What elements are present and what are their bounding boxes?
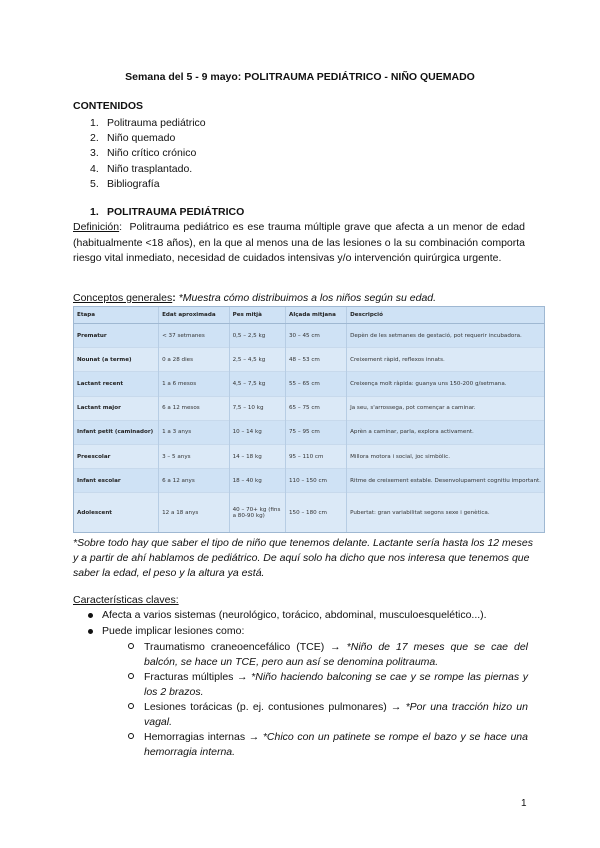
age-stages-table xyxy=(73,306,545,533)
circle-bullet-icon xyxy=(128,643,134,649)
circle-bullet-icon xyxy=(128,703,134,709)
column-header: Descripció xyxy=(347,307,544,324)
definition-paragraph: Definición: Politrauma pediátrico es ese trauma múltiple grave que afecta a un menor de edad (habitualmente <18 años), en la que al menos una de las lesiones o la su combinación comporta riesgo vital inmediato, necesidad de cuidados intensivas y/o intervención quirúrgica urgente. xyxy=(73,221,525,264)
table-row: Prematur < 37 setmanes 0,5 – 2,5 kg 30 – 45 cm Depèn de les setmanes de gestació, pot requerir incubadora. xyxy=(74,324,544,348)
page-number: 1 xyxy=(521,798,527,809)
document-page: Semana del 5 - 9 mayo: POLITRAUMA PEDIÁTRICO - NIÑO QUEMADO CONTENIDOS 1. Politrauma pediátrico 2. Niño quemado 3. Niño crítico crónico 4. Niño trasplantado. 5. Bibliografía 1. POLITRAUMA PEDIÁTRICO Definición: Politrauma pediátrico es ese trauma múltiple grave que afecta a un menor de edad (habitualmente <18 años), en la que al menos una de las lesiones o la su combinación comporta riesgo vital inmediato, necesidad de cuidados intensivas y/o intervención quirúrgica urgente. Conceptos generales: *Muestra cómo distribuimos a los niños según su edad. Etapa Edat aproximada Pes mitjà Alçada mitjana Descripció Prematur < 37 setmanes 0,5 – 2,5 kg 30 – 45 cm Depèn de les setmanes de gestació, pot requerir incubadora. Nounat (a terme) 0 a 28 dies 2,5 – 4,5 kg 48 – 53 cm Creixement ràpid, reflexos innats. Lactant recent 1 a 6 mesos 4,5 – 7,5 kg 55 – 65 cm Creixença molt ràpida: guanya uns 150-200 g/setmana. Lactant major 6 a 12 mesos 7,5 – 10 kg 65 – 75 cm Ja seu, s'arrossega, pot començar a caminar. Infant petit (caminador) 1 a 3 anys 10 – 14 kg 75 – 95 cm Aprèn a caminar, parla, explora activament. Preescolar 3 – 5 anys 14 – 18 kg 95 – 110 cm Millora motora i social, joc simbòlic. Infant escolar 6 a 12 anys 18 – 40 kg 110 – 150 cm Ritme de creixement estable. Desenvolupament cognitiu important. Adolescent 12 a 18 anys 40 – 70+ kg (fins a 80-90 kg) 150 – 180 cm Pubertat: gran variabilitat segons sexe i genètica. *Sobre todo hay que saber el tipo de niño que tenemos delante. Lactante sería hasta los 12 meses y a partir de ahí hablamos de pediátrico. De aquí solo ha dicho que nos interesa que tenemos que saber la edad, el peso y la altura ya está. Características claves: Afecta a varios sistemas (neurológico, torácico, abdominal, musculoesquelético...). Puede implicar lesiones como: Traumatismo craneoencefálico (TCE) → *Niño de 17 meses que se cae del balcón, se hace un TCE, pero aun así se denomina politrauma. Fracturas múltiples → *Niño haciendo balconing se cae y se rompe las piernas y los 2 brazos. Lesiones torácicas (p. ej. contusiones pulmonares) → *Por una tracción hizo un vagal. Hemorragias internas → *Chico con un patinete se rompe el bazo y se hace una hemorragia interna. 1 xyxy=(0,0,600,848)
contents-heading: CONTENIDOS xyxy=(73,100,144,112)
table-row: Nounat (a terme) 0 a 28 dies 2,5 – 4,5 kg 48 – 53 cm Creixement ràpid, reflexos innats. xyxy=(74,348,544,372)
list-item: 2. Niño quemado xyxy=(90,132,176,145)
bullet-icon xyxy=(88,613,93,618)
definition-label: Definición xyxy=(73,221,120,233)
general-concepts-line: Conceptos generales: *Muestra cómo distribuimos a los niños según su edad. xyxy=(73,292,437,304)
column-header: Etapa xyxy=(74,307,159,324)
section-heading: 1. POLITRAUMA PEDIÁTRICO xyxy=(90,206,245,218)
column-header: Pes mitjà xyxy=(229,307,285,324)
list-item: 1. Politrauma pediátrico xyxy=(90,117,206,129)
list-item: 3. Niño crítico crónico xyxy=(90,147,197,160)
table-row: Adolescent 12 a 18 anys 40 – 70+ kg (fins a 80-90 kg) 150 – 180 cm Pubertat: gran variabilitat segons sexe i genètica. xyxy=(74,493,544,532)
list-item: 4. Niño trasplantado. xyxy=(90,162,193,175)
list-item: 5. Bibliografía xyxy=(90,177,160,190)
column-header: Alçada mitjana xyxy=(285,307,346,324)
table-row: Infant petit (caminador) 1 a 3 anys 10 – 14 kg 75 – 95 cm Aprèn a caminar, parla, explora activament. xyxy=(74,420,544,444)
bullet-icon xyxy=(88,629,93,634)
table-row: Lactant recent 1 a 6 mesos 4,5 – 7,5 kg 55 – 65 cm Creixença molt ràpida: guanya uns 150-200 g/setmana. xyxy=(74,372,544,396)
key-characteristics-heading: Características claves: xyxy=(73,594,179,606)
circle-bullet-icon xyxy=(128,733,134,739)
table-row: Infant escolar 6 a 12 anys 18 – 40 kg 110 – 150 cm Ritme de creixement estable. Desenvolupament cognitiu important. xyxy=(74,469,544,493)
table-row: Lactant major 6 a 12 mesos 7,5 – 10 kg 65 – 75 cm Ja seu, s'arrossega, pot començar a caminar. xyxy=(74,396,544,420)
table-row: Preescolar 3 – 5 anys 14 – 18 kg 95 – 110 cm Millora motora i social, joc simbòlic. xyxy=(74,445,544,469)
circle-bullet-icon xyxy=(128,673,134,679)
contents-list xyxy=(90,116,206,192)
table-note: *Sobre todo hay que saber el tipo de niño que tenemos delante. Lactante sería hasta los 12 meses y a partir de ahí hablamos de pediátrico. De aquí solo ha dicho que nos interesa que tenemos que saber la edad, el peso y la altura ya está. xyxy=(73,537,533,580)
table-header-row xyxy=(74,307,544,324)
column-header: Edat aproximada xyxy=(159,307,230,324)
document-title: Semana del 5 - 9 mayo: POLITRAUMA PEDIÁTRICO - NIÑO QUEMADO xyxy=(125,71,475,83)
definition-text: Politrauma pediátrico es ese trauma múltiple grave que afecta a un menor de edad (habitualmente <18 años), en la que al menos una de las lesiones o la su combinación comporta riesgo vital inmediato, necesidad de cuidados intensivas y/o intervención quirúrgica urgente. xyxy=(73,221,525,264)
